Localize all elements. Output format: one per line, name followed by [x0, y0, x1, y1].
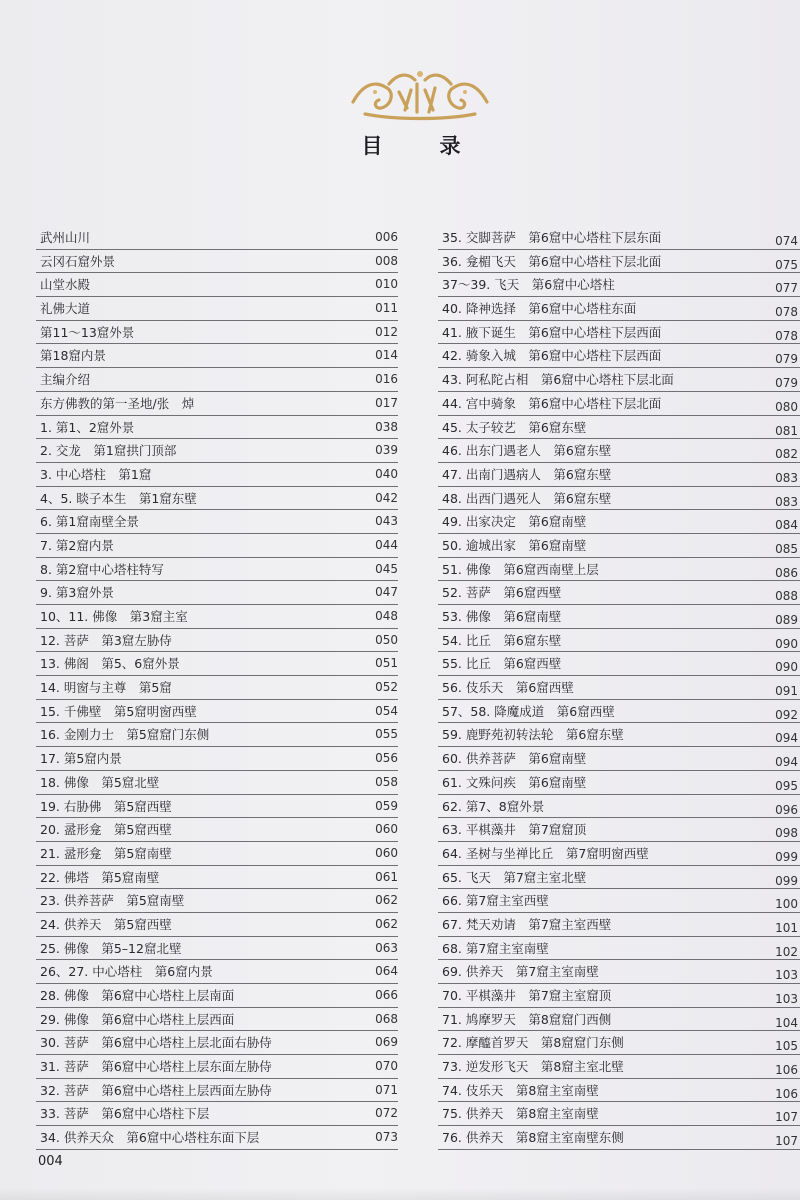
toc-entry	[36, 1126, 398, 1150]
toc-entry-page: 068	[375, 1011, 398, 1026]
toc-entry-page: 059	[375, 798, 398, 813]
toc-entry-title: 76. 供养天 第8窟主室南壁东侧	[442, 1130, 624, 1146]
toc-entry	[36, 676, 398, 700]
toc-entry-page: 090	[775, 660, 798, 675]
toc-entry-page: 042	[375, 490, 398, 505]
toc-entry-page: 080	[775, 399, 798, 414]
toc-entry-title: 2. 交龙 第1窟拱门顶部	[40, 443, 177, 459]
toc-entry-page: 099	[775, 849, 798, 864]
toc-entry-title: 13. 佛阁 第5、6窟外景	[40, 656, 180, 672]
toc-entry-title: 31. 菩萨 第6窟中心塔柱上层东面左胁侍	[40, 1059, 272, 1075]
toc-entry-title: 65. 飞天 第7窟主室北壁	[442, 869, 587, 885]
toc-entry-page: 096	[775, 802, 798, 817]
toc-entry-page: 077	[775, 281, 798, 296]
toc-entry-page: 081	[775, 423, 798, 438]
toc-entry-page: 101	[775, 920, 798, 935]
toc-entry	[438, 534, 800, 558]
toc-entry-page: 083	[775, 494, 798, 509]
toc-entry-page: 011	[375, 301, 398, 316]
toc-entry-title: 57、58. 降魔成道 第6窟西壁	[442, 703, 615, 719]
toc-entry-page: 014	[375, 348, 398, 363]
toc-entry-page: 058	[375, 774, 398, 789]
toc-entry-title: 17. 第5窟内景	[40, 751, 122, 767]
toc-entry-page: 061	[375, 869, 398, 884]
toc-entry-page: 045	[375, 561, 398, 576]
toc-entry-page: 106	[775, 1063, 798, 1078]
toc-entry-title: 34. 供养天众 第6窟中心塔柱东面下层	[40, 1130, 260, 1146]
toc-entry-page: 105	[775, 1039, 798, 1054]
toc-entry-page: 094	[775, 755, 798, 770]
toc-right-column	[438, 226, 800, 1150]
toc-entry	[36, 1031, 398, 1055]
toc-entry	[438, 439, 800, 463]
toc-entry-page: 038	[375, 419, 398, 434]
toc-entry-page: 090	[775, 636, 798, 651]
toc-entry-title: 75. 供养天 第8窟主室南壁	[442, 1106, 599, 1122]
toc-entry	[438, 463, 800, 487]
toc-entry-title: 19. 右胁佛 第5窟西壁	[40, 798, 172, 814]
toc-entry-title: 49. 出家决定 第6窟南壁	[442, 514, 587, 530]
toc-entry-title: 50. 逾城出家 第6窟南壁	[442, 537, 587, 553]
toc-entry-page: 091	[775, 684, 798, 699]
toc-entry-title: 51. 佛像 第6窟西南壁上层	[442, 561, 599, 577]
toc-entry	[438, 937, 800, 961]
toc-entry-page: 048	[375, 609, 398, 623]
toc-entry-page: 060	[375, 845, 398, 860]
toc-entry-title: 14. 明窗与主尊 第5窟	[40, 680, 172, 696]
toc-entry-title: 东方佛教的第一圣地/张 焯	[40, 395, 195, 411]
toc-entry-title: 40. 降神选择 第6窟中心塔柱东面	[442, 301, 637, 317]
toc-entry	[36, 723, 398, 747]
toc-entry-page: 078	[775, 305, 798, 320]
toc-entry	[36, 321, 398, 345]
toc-entry	[36, 866, 398, 890]
toc-entry	[36, 652, 398, 676]
toc-entry-page: 100	[775, 897, 798, 912]
toc-entry-title: 52. 菩萨 第6窟西壁	[442, 585, 562, 601]
toc-entry-title: 主编介绍	[40, 372, 91, 388]
toc-entry-page: 066	[375, 988, 398, 1002]
toc-entry-page: 079	[775, 376, 798, 391]
toc-entry-title: 6. 第1窟南壁全景	[40, 514, 139, 530]
toc-entry	[438, 842, 800, 866]
toc-entry	[438, 818, 800, 842]
toc-entry-title: 3. 中心塔柱 第1窟	[40, 466, 152, 482]
toc-entry-title: 41. 腋下诞生 第6窟中心塔柱下层西面	[442, 324, 662, 340]
toc-entry	[438, 392, 800, 416]
toc-entry	[36, 747, 398, 771]
toc-entry-page: 107	[775, 1134, 798, 1149]
toc-entry-title: 25. 佛像 第5–12窟北壁	[40, 940, 182, 956]
toc-entry	[438, 1031, 800, 1055]
toc-entry	[36, 795, 398, 819]
toc-entry-title: 33. 菩萨 第6窟中心塔柱下层	[40, 1106, 210, 1122]
toc-entry-title: 16. 金刚力士 第5窟窟门东侧	[40, 727, 210, 743]
toc-entry-page: 072	[375, 1106, 398, 1121]
toc-entry-title: 44. 宫中骑象 第6窟中心塔柱下层北面	[442, 395, 662, 411]
toc-entry-title: 32. 菩萨 第6窟中心塔柱上层西面左胁侍	[40, 1082, 272, 1098]
toc-entry	[438, 368, 800, 392]
toc-entry-title: 4、5. 睒子本生 第1窟东壁	[40, 490, 197, 506]
toc-entry	[438, 250, 800, 274]
toc-entry-page: 062	[375, 893, 398, 908]
toc-entry-page: 050	[375, 632, 398, 647]
toc-entry-title: 70. 平棋藻井 第7窟主室窟顶	[442, 988, 612, 1003]
toc-entry-title: 68. 第7窟主室南壁	[442, 940, 549, 956]
toc-entry-title: 8. 第2窟中心塔柱特写	[40, 561, 164, 577]
toc-entry	[36, 297, 398, 321]
toc-entry	[36, 273, 398, 297]
toc-entry-title: 69. 供养天 第7窟主室南壁	[442, 964, 599, 980]
toc-entry-page: 044	[375, 537, 398, 552]
toc-entry-page: 085	[775, 541, 798, 556]
toc-entry-page: 073	[375, 1130, 398, 1145]
toc-entry-title: 20. 盝形龛 第5窟西壁	[40, 822, 172, 838]
toc-entry-title: 26、27. 中心塔柱 第6窟内景	[40, 964, 213, 980]
toc-entry-page: 012	[375, 324, 398, 339]
toc-entry-page: 008	[375, 253, 398, 268]
toc-entry-page: 071	[375, 1082, 398, 1097]
toc-entry	[36, 1008, 398, 1032]
toc-entry-page: 043	[375, 514, 398, 529]
toc-entry	[36, 368, 398, 392]
toc-entry-title: 61. 文殊问疾 第6窟南壁	[442, 774, 587, 790]
toc-entry	[438, 558, 800, 582]
toc-entry	[36, 960, 398, 984]
toc-entry-title: 云冈石窟外景	[40, 253, 116, 269]
toc-entry-title: 67. 梵天劝请 第7窟主室西壁	[442, 916, 612, 932]
toc-entry-title: 56. 伎乐天 第6窟西壁	[442, 680, 574, 696]
toc-entry-title: 18. 佛像 第5窟北壁	[40, 774, 160, 790]
toc-entry	[36, 984, 398, 1008]
toc-entry	[36, 487, 398, 511]
toc-entry-title: 62. 第7、8窟外景	[442, 798, 545, 814]
toc-entry	[438, 321, 800, 345]
toc-entry-page: 054	[375, 703, 398, 718]
toc-entry	[438, 344, 800, 368]
toc-entry-page: 040	[375, 466, 398, 481]
toc-entry	[438, 960, 800, 984]
toc-entry-title: 第11～13窟外景	[40, 324, 135, 340]
toc-entry-title: 21. 盝形龛 第5窟南壁	[40, 845, 172, 861]
toc-entry-page: 006	[375, 230, 398, 244]
toc-entry	[36, 226, 398, 250]
toc-entry	[36, 1102, 398, 1126]
toc-entry-page: 051	[375, 656, 398, 671]
toc-entry	[438, 273, 800, 297]
toc-entry	[438, 1079, 800, 1103]
toc-entry	[438, 866, 800, 890]
toc-entry-page: 063	[375, 940, 398, 955]
toc-entry	[36, 1079, 398, 1103]
toc-entry	[438, 1102, 800, 1126]
toc-entry	[36, 344, 398, 368]
toc-entry-page: 098	[775, 826, 798, 841]
toc-entry	[438, 416, 800, 440]
toc-entry-title: 66. 第7窟主室西壁	[442, 893, 549, 909]
toc-entry-page: 056	[375, 751, 398, 766]
toc-entry-title: 60. 供养菩萨 第6窟南壁	[442, 751, 587, 767]
toc-entry	[36, 534, 398, 558]
toc-entry-title: 22. 佛塔 第5窟南壁	[40, 869, 160, 885]
toc-entry-title: 武州山川	[40, 230, 91, 245]
toc-entry-page: 095	[775, 778, 798, 793]
toc-entry-title: 47. 出南门遇病人 第6窟东壁	[442, 466, 612, 482]
toc-entry-title: 73. 逆发形飞天 第8窟主室北壁	[442, 1059, 624, 1075]
toc-entry	[36, 392, 398, 416]
toc-entry	[438, 771, 800, 795]
toc-entry-title: 第18窟内景	[40, 348, 106, 364]
toc-entry-title: 24. 供养天 第5窟西壁	[40, 916, 172, 932]
toc-entry-page: 084	[775, 518, 798, 533]
toc-entry-page: 094	[775, 731, 798, 746]
toc-entry-title: 山堂水殿	[40, 277, 91, 293]
toc-entry	[36, 889, 398, 913]
toc-entry	[438, 1008, 800, 1032]
toc-entry-title: 55. 比丘 第6窟西壁	[442, 656, 562, 672]
toc-entry-title: 63. 平棋藻井 第7窟窟顶	[442, 822, 587, 838]
toc-entry-page: 039	[375, 443, 398, 458]
toc-entry-title: 74. 伎乐天 第8窟主室南壁	[442, 1082, 599, 1098]
toc-entry-page: 107	[775, 1110, 798, 1125]
toc-entry	[438, 605, 800, 629]
toc-entry-page: 064	[375, 964, 398, 979]
toc-entry	[36, 558, 398, 582]
toc-entry	[438, 581, 800, 605]
toc-entry	[36, 1055, 398, 1079]
toc-entry-page: 052	[375, 680, 398, 695]
toc-entry	[36, 250, 398, 274]
page-title: 目 录	[361, 134, 479, 158]
toc-entry-page: 078	[775, 328, 798, 343]
toc-entry-title: 30. 菩萨 第6窟中心塔柱上层北面右胁侍	[40, 1035, 272, 1051]
toc-entry-title: 53. 佛像 第6窟南壁	[442, 609, 562, 624]
toc-entry	[36, 605, 398, 629]
toc-entry	[438, 297, 800, 321]
toc-entry-title: 43. 阿私陀占相 第6窟中心塔柱下层北面	[442, 372, 674, 388]
toc-entry-page: 082	[775, 447, 798, 462]
toc-entry-page: 047	[375, 585, 398, 600]
toc-entry-page: 055	[375, 727, 398, 742]
toc-entry	[36, 439, 398, 463]
toc-entry-title: 48. 出西门遇死人 第6窟东壁	[442, 490, 612, 506]
toc-entry-page: 083	[775, 470, 798, 485]
toc-entry-page: 089	[775, 613, 798, 627]
toc-entry-title: 28. 佛像 第6窟中心塔柱上层南面	[40, 988, 235, 1003]
page-shadow	[0, 1188, 800, 1200]
toc-entry	[438, 487, 800, 511]
toc-left-column	[36, 226, 398, 1150]
toc-entry	[36, 629, 398, 653]
toc-entry	[36, 700, 398, 724]
toc-entry-title: 59. 鹿野苑初转法轮 第6窟东壁	[442, 727, 624, 743]
toc-entry-page: 017	[375, 395, 398, 410]
toc-entry-page: 010	[375, 277, 398, 292]
toc-entry-page: 016	[375, 372, 398, 387]
toc-entry-title: 7. 第2窟内景	[40, 537, 114, 553]
toc-entry	[36, 771, 398, 795]
toc-entry	[438, 889, 800, 913]
toc-entry-title: 9. 第3窟外景	[40, 585, 114, 601]
toc-entry-page: 074	[775, 234, 798, 248]
toc-entry-title: 72. 摩醯首罗天 第8窟窟门东侧	[442, 1035, 624, 1051]
toc-entry	[438, 723, 800, 747]
toc-entry-title: 1. 第1、2窟外景	[40, 419, 135, 435]
page-number: 004	[38, 1154, 63, 1169]
toc-entry	[438, 1055, 800, 1079]
toc-entry	[36, 463, 398, 487]
toc-entry-page: 069	[375, 1035, 398, 1050]
toc-entry	[438, 652, 800, 676]
toc-entry-page: 075	[775, 257, 798, 272]
toc-entry	[36, 913, 398, 937]
toc-entry	[438, 913, 800, 937]
toc-entry	[438, 629, 800, 653]
toc-entry-title: 29. 佛像 第6窟中心塔柱上层西面	[40, 1011, 235, 1027]
toc-entry	[36, 581, 398, 605]
toc-entry-page: 103	[775, 968, 798, 983]
toc-entry-title: 37～39. 飞天 第6窟中心塔柱	[442, 277, 615, 293]
toc-entry-page: 060	[375, 822, 398, 837]
toc-entry	[438, 1126, 800, 1150]
toc-entry-title: 36. 龛楣飞天 第6窟中心塔柱下层北面	[442, 253, 662, 269]
toc-entry	[36, 510, 398, 534]
toc-entry	[438, 984, 800, 1008]
toc-entry	[36, 937, 398, 961]
toc-entry-title: 42. 骑象入城 第6窟中心塔柱下层西面	[442, 348, 662, 364]
toc-entry-page: 062	[375, 916, 398, 931]
gold-emblem-logo	[345, 62, 495, 128]
toc-entry-page: 088	[775, 589, 798, 604]
toc-entry-page: 104	[775, 1015, 798, 1030]
toc-entry-title: 71. 鸠摩罗天 第8窟窟门西侧	[442, 1011, 612, 1027]
toc-entry-title: 64. 圣树与坐禅比丘 第7窟明窗西壁	[442, 845, 649, 861]
toc-entry-page: 092	[775, 707, 798, 722]
toc-entry-page: 102	[775, 944, 798, 959]
toc-entry-page: 070	[375, 1059, 398, 1074]
toc-entry-title: 46. 出东门遇老人 第6窟东壁	[442, 443, 612, 459]
toc-entry-page: 106	[775, 1086, 798, 1101]
toc-entry	[438, 510, 800, 534]
toc-entry-page: 099	[775, 873, 798, 888]
toc-entry-title: 礼佛大道	[40, 301, 91, 317]
toc-entry	[438, 226, 800, 250]
toc-entry-title: 10、11. 佛像 第3窟主室	[40, 609, 188, 624]
toc-entry	[438, 795, 800, 819]
toc-entry	[36, 842, 398, 866]
toc-entry	[36, 416, 398, 440]
toc-entry	[438, 747, 800, 771]
toc-entry-title: 54. 比丘 第6窟东壁	[442, 632, 562, 648]
toc-entry	[36, 818, 398, 842]
toc-entry-page: 079	[775, 352, 798, 367]
toc-entry-title: 35. 交脚菩萨 第6窟中心塔柱下层东面	[442, 230, 662, 245]
toc-entry-title: 15. 千佛壁 第5窟明窗西壁	[40, 703, 197, 719]
toc-entry-page: 103	[775, 992, 798, 1006]
toc-entry	[438, 700, 800, 724]
toc-entry-title: 12. 菩萨 第3窟左胁侍	[40, 632, 172, 648]
toc-entry-title: 45. 太子较艺 第6窟东壁	[442, 419, 587, 435]
toc-entry-page: 086	[775, 565, 798, 580]
toc-entry-title: 23. 供养菩萨 第5窟南壁	[40, 893, 185, 909]
toc-entry	[438, 676, 800, 700]
